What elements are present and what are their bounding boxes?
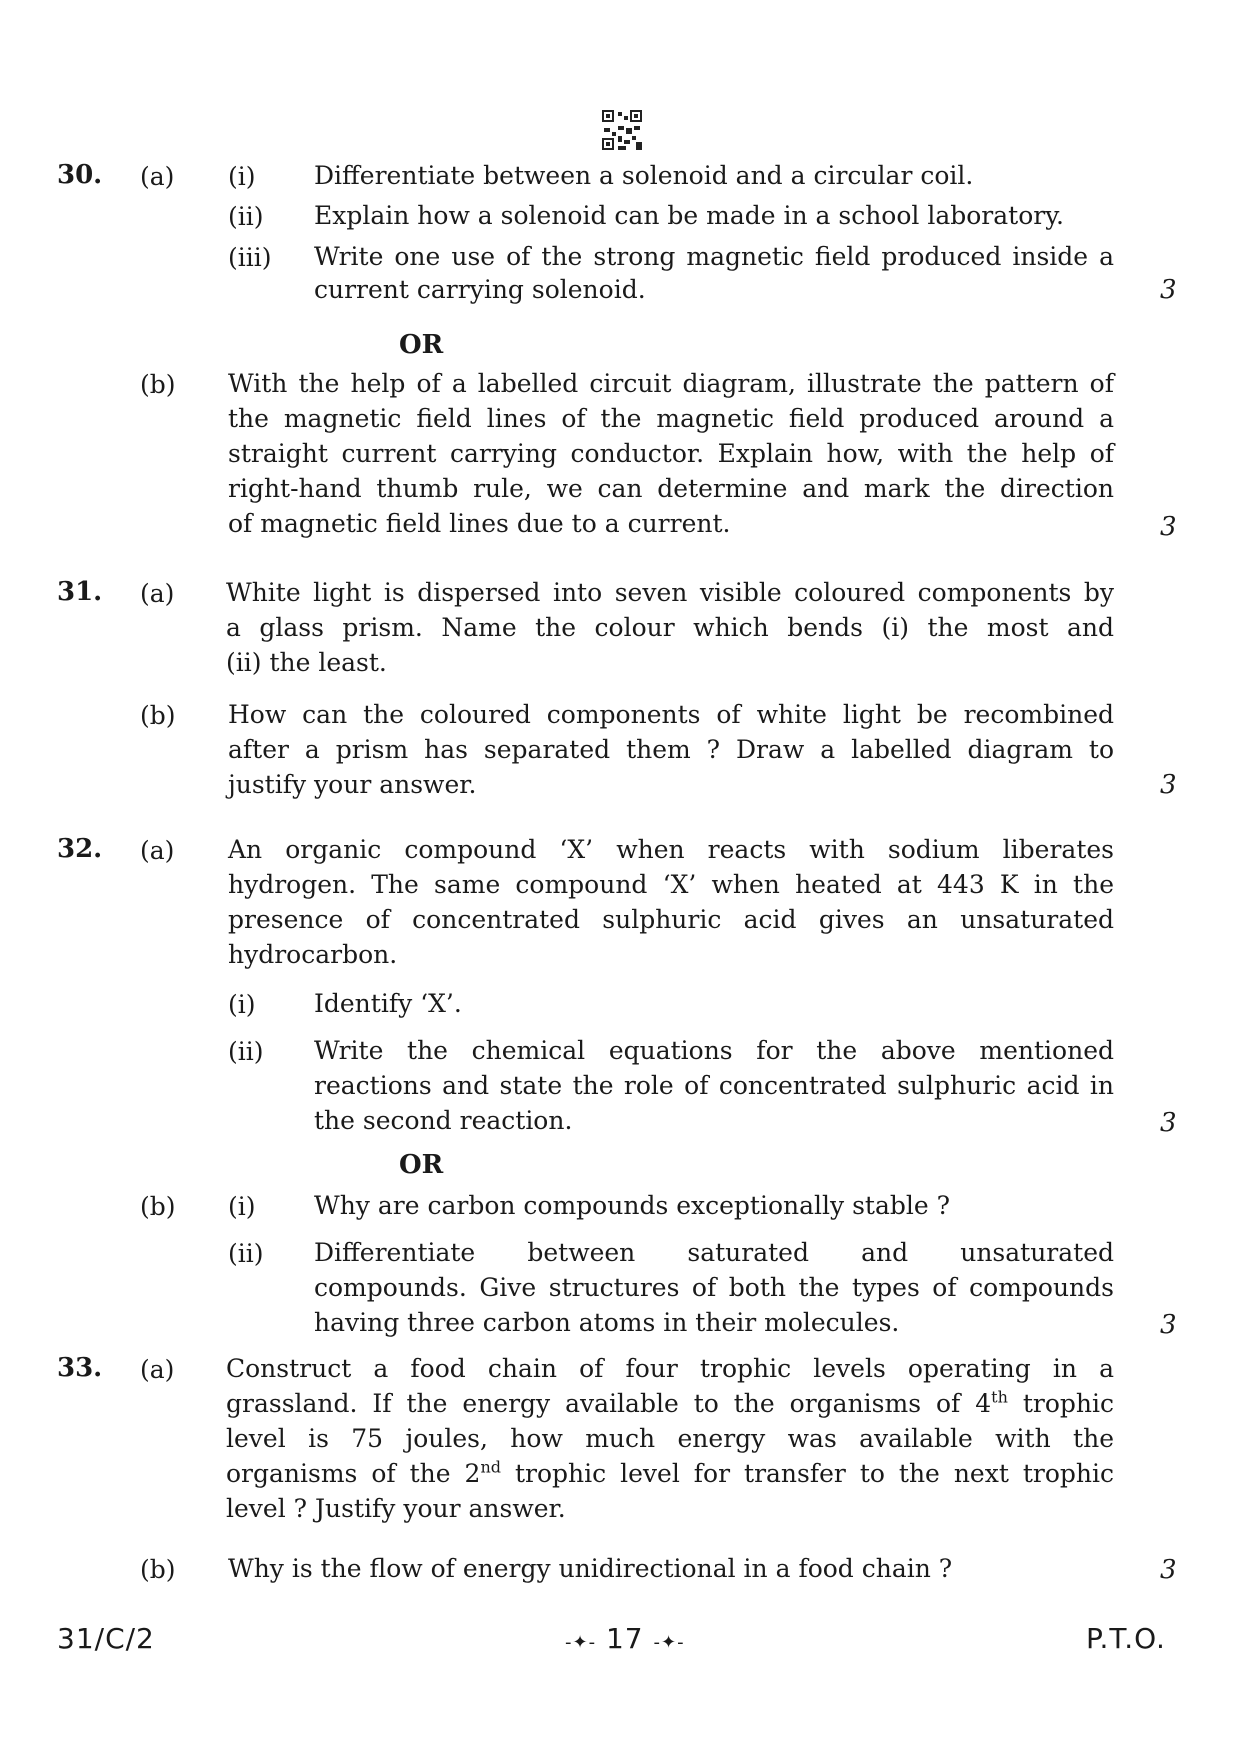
question-line: justify your answer. xyxy=(228,770,477,799)
question-line: straight current carrying conductor. Explain how, with the help of xyxy=(228,439,1114,468)
part-label: (a) xyxy=(140,162,175,191)
question-line: right-hand thumb rule, we can determine and mark the direction xyxy=(228,474,1114,503)
marks: 3 xyxy=(1160,512,1177,542)
question-text: Why is the flow of energy unidirectional in a food chain ? xyxy=(228,1554,953,1583)
question-line: reactions and state the role of concentrated sulphuric acid in xyxy=(314,1071,1114,1100)
page-number-value: 17 xyxy=(605,1622,644,1655)
question-line: With the help of a labelled circuit diagram, illustrate the pattern of xyxy=(228,369,1114,398)
question-line: hydrogen. The same compound ‘X’ when heated at 443 K in the xyxy=(228,870,1114,899)
ornament-right-icon: -✦- xyxy=(653,1632,685,1653)
question-text: Write one use of the strong magnetic field produced inside a xyxy=(314,242,1114,271)
subpart-label: (i) xyxy=(228,162,256,191)
ornament-left-icon: -✦- xyxy=(565,1632,597,1653)
marks: 3 xyxy=(1160,1555,1177,1585)
question-line: the second reaction. xyxy=(314,1106,573,1135)
question-line: compounds. Give structures of both the types of compounds xyxy=(314,1273,1114,1302)
question-line: (ii) the least. xyxy=(226,648,387,677)
pto-label: P.T.O. xyxy=(1086,1622,1166,1655)
question-line: Write the chemical equations for the above mentioned xyxy=(314,1036,1114,1065)
subpart-label: (ii) xyxy=(228,1037,264,1066)
page-number xyxy=(565,1622,685,1655)
question-text: current carrying solenoid. xyxy=(314,275,646,304)
question-number: 30. xyxy=(57,160,103,190)
marks: 3 xyxy=(1160,1108,1177,1138)
part-label: (b) xyxy=(140,701,176,730)
question-line: of magnetic field lines due to a current. xyxy=(228,509,731,538)
part-label: (a) xyxy=(140,579,175,608)
question-line: organisms of the 2nd trophic level for transfer to the next trophic xyxy=(226,1457,1115,1488)
question-line: An organic compound ‘X’ when reacts with sodium liberates xyxy=(228,835,1114,864)
question-number: 33. xyxy=(57,1353,103,1383)
question-line: having three carbon atoms in their molecules. xyxy=(314,1308,900,1337)
marks: 3 xyxy=(1160,275,1177,305)
question-text: Identify ‘X’. xyxy=(314,989,462,1018)
paper-code: 31/C/2 xyxy=(57,1622,155,1655)
part-label: (a) xyxy=(140,836,175,865)
marks: 3 xyxy=(1160,770,1177,800)
question-line: White light is dispersed into seven visible coloured components by xyxy=(226,578,1114,607)
question-number: 32. xyxy=(57,834,103,864)
subpart-label: (i) xyxy=(228,990,256,1019)
qr-code xyxy=(602,110,642,150)
question-text: Explain how a solenoid can be made in a school laboratory. xyxy=(314,201,1064,230)
question-line: the magnetic field lines of the magnetic field produced around a xyxy=(228,404,1114,433)
question-line: How can the coloured components of white light be recombined xyxy=(228,700,1114,729)
part-label: (b) xyxy=(140,1555,176,1584)
subpart-label: (i) xyxy=(228,1192,256,1221)
question-line: grassland. If the energy available to the organisms of 4th trophic xyxy=(226,1387,1114,1418)
question-line: level ? Justify your answer. xyxy=(226,1494,566,1523)
question-line: hydrocarbon. xyxy=(228,940,398,969)
question-line: a glass prism. Name the colour which bends (i) the most and xyxy=(226,613,1114,642)
marks: 3 xyxy=(1160,1310,1177,1340)
or-separator: OR xyxy=(399,330,444,360)
or-separator: OR xyxy=(399,1150,444,1180)
question-line: after a prism has separated them ? Draw a labelled diagram to xyxy=(228,735,1114,764)
question-line: Differentiate between saturated and unsaturated xyxy=(314,1238,1114,1267)
subpart-label: (ii) xyxy=(228,202,264,231)
question-line: level is 75 joules, how much energy was available with the xyxy=(226,1424,1114,1453)
question-line: Construct a food chain of four trophic levels operating in a xyxy=(226,1354,1114,1383)
question-number: 31. xyxy=(57,577,103,607)
subpart-label: (iii) xyxy=(228,243,272,272)
question-text: Differentiate between a solenoid and a circular coil. xyxy=(314,161,974,190)
question-line: presence of concentrated sulphuric acid gives an unsaturated xyxy=(228,905,1114,934)
subpart-label: (ii) xyxy=(228,1239,264,1268)
part-label: (b) xyxy=(140,370,176,399)
question-text: Why are carbon compounds exceptionally stable ? xyxy=(314,1191,950,1220)
part-label: (a) xyxy=(140,1355,175,1384)
part-label: (b) xyxy=(140,1192,176,1221)
